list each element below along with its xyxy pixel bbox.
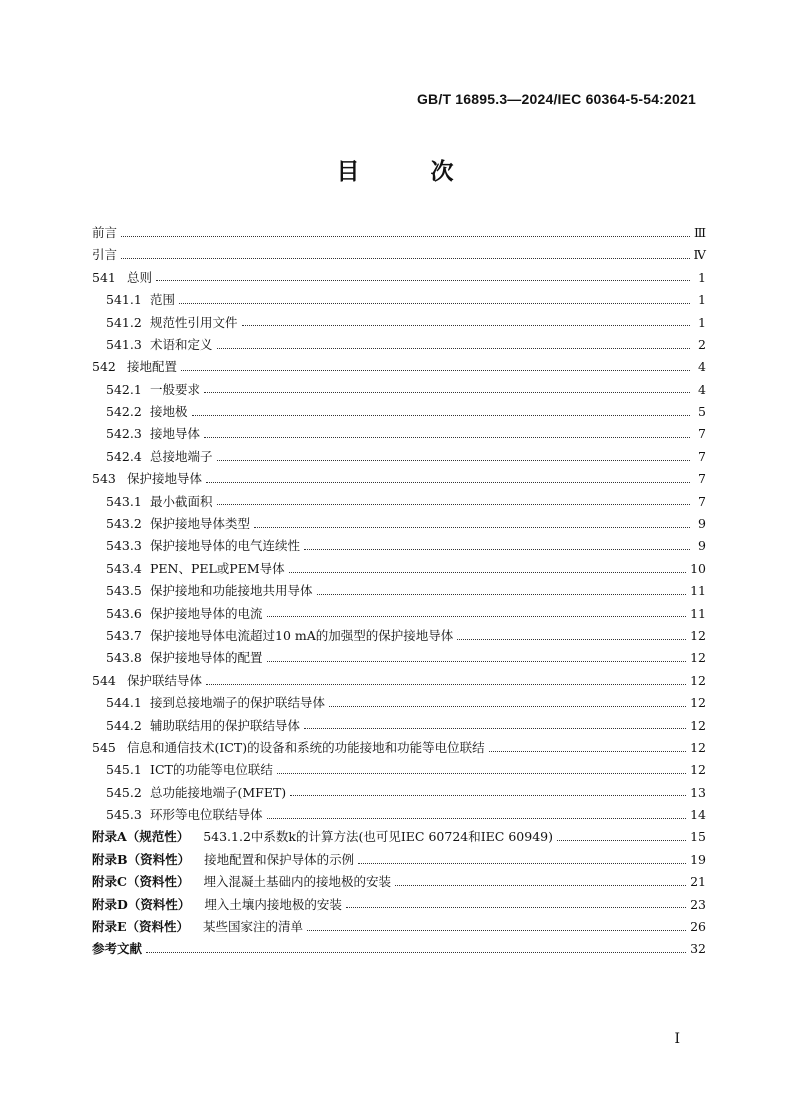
toc-entry-number: 542.4 [106,448,142,464]
toc-entry-label: 543.1.2中系数k的计算方法(也可见IEC 60724和IEC 60949) [203,829,553,845]
toc-entry-label: 最小截面积 [150,493,213,509]
dot-leader [217,456,690,461]
toc-entry-label: 接地极 [150,404,188,420]
toc-entry-page: 4 [698,381,706,397]
toc-entry[interactable] [92,289,706,311]
toc-entry[interactable] [92,468,706,490]
toc-entry-page: Ⅳ [693,247,706,263]
toc-entry[interactable] [92,580,706,602]
dot-leader [254,523,690,528]
page-number: I [674,1031,680,1047]
toc-entry-number: 附录A（规范性） [92,829,190,845]
toc-entry-label: 埋入土壤内接地极的安装 [204,896,342,912]
toc-entry[interactable] [92,715,706,737]
toc-entry-number: 544.1 [106,695,142,711]
toc-entry-page: 21 [690,874,706,890]
toc-entry-label: 某些国家注的清单 [203,919,304,935]
toc-entry-page: 7 [698,426,706,442]
toc-entry-label: 接地导体 [150,426,201,442]
dot-leader [557,836,686,841]
toc-entry-number: 543.4 [106,560,142,576]
toc-entry-label: ICT的功能等电位联结 [150,762,273,778]
toc-entry-page: 13 [690,784,706,800]
toc-entry-number: 541.3 [106,336,142,352]
toc-entry-label: 总接地端子 [150,448,213,464]
dot-leader [192,411,690,416]
toc-entry-label: 一般要求 [150,381,201,397]
toc-entry-number: 541.2 [106,314,142,330]
dot-leader [267,612,687,617]
toc-entry-label: 环形等电位联结导体 [150,807,263,823]
toc-entry-label: 术语和定义 [150,336,213,352]
toc-entry[interactable] [92,916,706,938]
toc-entry-page: 10 [690,560,706,576]
toc-entry-page: 12 [690,672,706,688]
dot-leader [304,545,690,550]
page-title: 目 次 [336,158,478,185]
toc-entry[interactable] [92,424,706,446]
toc-entry-label: 保护接地导体的电流 [150,605,263,621]
dot-leader [204,388,690,393]
toc-entry-label: 保护接地导体 [127,471,203,487]
toc-entry-page: 19 [690,851,706,867]
dot-leader [156,276,690,281]
toc-entry-label: 范围 [150,292,176,308]
toc-entry-label: 规范性引用文件 [150,314,238,330]
toc-entry-number: 542.2 [106,404,142,420]
toc-entry[interactable] [92,334,706,356]
toc-entry-page: 14 [690,807,706,823]
toc-entry[interactable] [92,379,706,401]
dot-leader [206,680,686,685]
toc-entry[interactable] [92,491,706,513]
toc-entry-number: 545.3 [106,807,142,823]
toc-entry-label: 接地配置 [127,359,178,375]
toc-entry-label: 保护接地导体电流超过10 mA的加强型的保护接地导体 [150,627,454,643]
dot-leader [217,500,690,505]
dot-leader [307,926,686,931]
toc-entry-label: 埋入混凝土基础内的接地极的安装 [203,874,391,890]
table-of-contents [92,222,706,961]
toc-entry-number: 543.6 [106,605,142,621]
toc-entry-page: 12 [690,762,706,778]
toc-entry-number: 543.1 [106,493,142,509]
dot-leader [304,724,686,729]
standard-code: GB/T 16895.3—2024/IEC 60364-5-54:2021 [416,91,696,107]
toc-entry-number: 545.1 [106,762,142,778]
toc-entry[interactable] [92,670,706,692]
dot-leader [146,948,686,953]
dot-leader [121,254,689,259]
toc-entry-page: 12 [690,695,706,711]
toc-entry-number: 545 [92,739,116,755]
toc-entry[interactable] [92,312,706,334]
toc-entry-label: 辅助联结用的保护联结导体 [150,717,301,733]
toc-entry[interactable] [92,827,706,849]
toc-entry[interactable] [92,401,706,423]
toc-entry-number: 附录E（资料性） [92,919,190,935]
dot-leader [457,635,686,640]
toc-entry-page: 12 [690,739,706,755]
toc-entry-number: 542 [92,359,116,375]
toc-entry-number: 541.1 [106,292,142,308]
toc-entry-label: PEN、PEL或PEM导体 [150,560,285,576]
dot-leader [267,657,687,662]
toc-entry-page: 11 [690,583,706,599]
toc-entry-label: 保护接地导体的配置 [150,650,263,666]
toc-entry[interactable] [92,759,706,781]
dot-leader [242,321,690,326]
toc-entry-number: 541 [92,269,116,285]
dot-leader [329,702,686,707]
dot-leader [277,769,686,774]
toc-entry[interactable] [92,603,706,625]
toc-entry-page: 12 [690,650,706,666]
toc-entry-number: 543.8 [106,650,142,666]
toc-entry-page: 11 [690,605,706,621]
toc-entry-label: 接地配置和保护导体的示例 [204,851,355,867]
toc-entry[interactable] [92,782,706,804]
toc-entry[interactable] [92,446,706,468]
toc-entry[interactable] [92,244,706,266]
dot-leader [395,881,686,886]
toc-entry-number: 542.1 [106,381,142,397]
toc-entry-page: 12 [690,717,706,733]
toc-entry-page: 1 [698,269,706,285]
toc-entry-page: 9 [698,538,706,554]
toc-entry-page: 9 [698,516,706,532]
toc-entry[interactable] [92,871,706,893]
toc-entry-page: 26 [690,919,706,935]
toc-entry-number: 附录D（资料性） [92,896,191,912]
dot-leader [204,433,690,438]
toc-entry[interactable] [92,535,706,557]
toc-entry-number: 543.7 [106,627,142,643]
toc-entry[interactable] [92,737,706,759]
toc-entry-page: 5 [698,404,706,420]
toc-entry-page: 7 [698,471,706,487]
toc-entry-label: 总则 [127,269,153,285]
toc-entry-page: 32 [690,941,706,957]
dot-leader [121,232,690,237]
toc-entry-label: 前言 [92,224,118,240]
dot-leader [317,590,687,595]
toc-entry-label: 信息和通信技术(ICT)的设备和系统的功能接地和功能等电位联结 [127,739,485,755]
dot-leader [489,747,686,752]
dot-leader [217,344,690,349]
dot-leader [346,903,686,908]
toc-entry-label: 保护接地导体的电气连续性 [150,538,301,554]
toc-entry-page: 4 [698,359,706,375]
toc-entry-page: 12 [690,627,706,643]
toc-entry-page: 1 [698,292,706,308]
toc-entry[interactable] [92,356,706,378]
dot-leader [289,568,686,573]
dot-leader [358,859,686,864]
toc-entry-label: 总功能接地端子(MFET) [150,784,287,800]
toc-entry-page: 7 [698,493,706,509]
toc-entry[interactable] [92,692,706,714]
dot-leader [181,366,690,371]
dot-leader [206,478,690,483]
toc-entry-number: 543.2 [106,516,142,532]
toc-entry[interactable] [92,804,706,826]
toc-entry-label: 保护接地导体类型 [150,516,251,532]
toc-entry-label: 保护联结导体 [127,672,203,688]
toc-entry-label: 保护接地和功能接地共用导体 [150,583,313,599]
dot-leader [267,814,687,819]
toc-entry-label: 接到总接地端子的保护联结导体 [150,695,326,711]
toc-entry-number: 542.3 [106,426,142,442]
toc-entry[interactable] [92,625,706,647]
toc-entry-number: 544 [92,672,116,688]
toc-entry-page: 15 [690,829,706,845]
toc-entry-page: 7 [698,448,706,464]
toc-entry-number: 543 [92,471,116,487]
toc-entry-number: 545.2 [106,784,142,800]
toc-entry[interactable] [92,222,706,244]
toc-entry[interactable] [92,267,706,289]
toc-entry-number: 543.5 [106,583,142,599]
toc-entry-page: Ⅲ [693,224,706,240]
toc-entry[interactable] [92,849,706,871]
toc-entry-page: 2 [698,336,706,352]
toc-entry[interactable] [92,647,706,669]
toc-entry[interactable] [92,558,706,580]
toc-entry-page: 1 [698,314,706,330]
dot-leader [179,299,690,304]
toc-entry-page: 23 [690,896,706,912]
toc-entry-label: 参考文献 [92,941,143,957]
dot-leader [290,791,686,796]
toc-entry[interactable] [92,939,706,961]
toc-entry-number: 544.2 [106,717,142,733]
toc-entry[interactable] [92,894,706,916]
toc-entry-number: 附录C（资料性） [92,874,190,890]
toc-entry[interactable] [92,513,706,535]
toc-entry-number: 附录B（资料性） [92,851,191,867]
toc-entry-number: 543.3 [106,538,142,554]
toc-entry-label: 引言 [92,247,118,263]
